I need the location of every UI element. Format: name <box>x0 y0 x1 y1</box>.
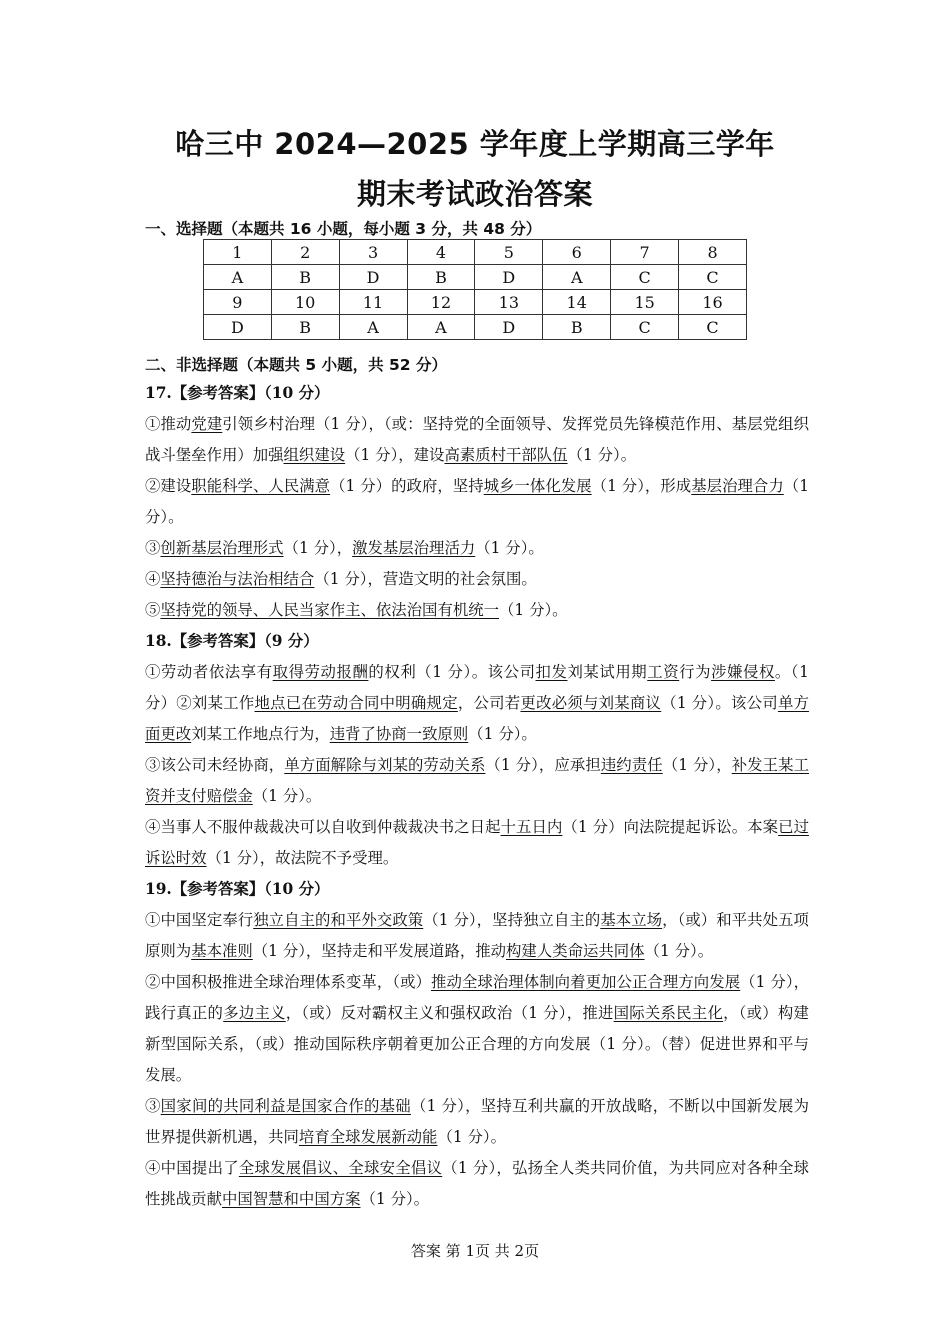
question-number-cell: 8 <box>679 240 747 265</box>
answer-text: ，（或）反对霸权主义和强权政治（1 分），推进 <box>285 1004 614 1022</box>
answer-cell: D <box>475 315 543 340</box>
key-point: 扣发 <box>535 663 568 681</box>
answer-text: （1 分），坚持互利共赢的开放战略，不断以中国新发展为世界提供新机遇，共同 <box>145 1097 809 1146</box>
question-number-cell: 15 <box>611 290 679 315</box>
section-heading-nonchoice: 二、非选择题（本题共 5 小题，共 52 分） <box>145 356 447 374</box>
key-point: 推动全球治理体制向着更加公正合理方向发展 <box>431 973 741 991</box>
key-point: 单方面更改 <box>145 694 809 743</box>
key-point: 城乡一体化发展 <box>483 477 592 495</box>
answer-paragraph <box>145 967 809 1091</box>
key-point: 补发王某工资并支付赔偿金 <box>145 756 809 805</box>
answer-paragraph <box>145 905 809 967</box>
answer-cell: B <box>543 315 611 340</box>
answer-text: 刘某工作地点行为， <box>191 725 330 743</box>
question-header <box>145 378 809 409</box>
question-header <box>145 874 809 905</box>
key-point: 基本立场 <box>600 911 663 929</box>
page-title: 哈三中 2024—2025 学年度上学期高三学年 <box>175 127 775 161</box>
key-point: 坚持党的领导、人民当家作主、依法治国有机统一 <box>160 601 500 619</box>
key-point: 职能科学、人民满意 <box>191 477 331 495</box>
question-number-cell: 11 <box>339 290 407 315</box>
answer-text: （1 分）。 <box>499 601 568 619</box>
answer-text: （1 分）。 <box>644 942 714 960</box>
answer-cell: D <box>339 265 407 290</box>
key-point: 党建 <box>191 415 223 433</box>
answer-paragraph <box>145 1091 809 1153</box>
key-point: 基层治理合力 <box>691 477 784 495</box>
key-point: 工资 <box>647 663 680 681</box>
answer-text: ①劳动者依法享有 <box>145 663 273 681</box>
key-point: 坚持德治与法治相结合 <box>160 570 315 588</box>
question-number-cell: 5 <box>475 240 543 265</box>
key-point: 国家间的共同利益是国家合作的基础 <box>160 1097 411 1115</box>
question-number-cell: 3 <box>339 240 407 265</box>
answer-text: （1 分）， <box>283 539 353 557</box>
answer-text: （1 分），践行真正的 <box>145 973 809 1022</box>
answer-text: （1 分）的政府，坚持 <box>330 477 484 495</box>
answer-text: （1 分）。 <box>567 446 637 464</box>
answer-cell: A <box>407 315 475 340</box>
answer-cell: A <box>543 265 611 290</box>
answer-text: （1 分）。 <box>475 539 544 557</box>
answer-text: ③ <box>145 539 161 557</box>
answer-text: （1 分）。 <box>437 1128 506 1146</box>
question-number-cell: 14 <box>543 290 611 315</box>
answer-paragraph <box>145 1153 809 1215</box>
question-number-cell: 12 <box>407 290 475 315</box>
key-point: 组织建设 <box>283 446 346 464</box>
answer-text: ，（或）和平共处五项原则为 <box>145 911 809 960</box>
key-point: 全球发展倡议、全球安全倡议 <box>238 1159 443 1177</box>
question-number-cell: 16 <box>679 290 747 315</box>
key-point: 违背了协商一致原则 <box>329 725 469 743</box>
answer-text: ②中国积极推进全球治理体系变革，（或） <box>145 973 431 991</box>
answer-cell: B <box>407 265 475 290</box>
answer-text: （1 分）。 <box>252 787 322 805</box>
answer-cell: A <box>204 265 272 290</box>
key-point: 涉嫌侵权 <box>711 663 775 681</box>
answer-paragraph <box>145 409 809 471</box>
question-header-text: 19.【参考答案】（10 分） <box>145 880 330 898</box>
answer-text: 引领乡村治理（1 分），（或：坚持党的全面领导、发挥党员先锋模范作用、基层党组织战斗堡垒作用）加强 <box>145 415 809 464</box>
answer-text: （1 分）。 <box>468 725 537 743</box>
answer-cell: C <box>679 265 747 290</box>
answer-text: 的权利（1 分）。该公司 <box>368 663 536 681</box>
answer-text: ①推动 <box>145 415 192 433</box>
answer-text: （1 分），弘扬全人类共同价值，为共同应对各种全球性挑战贡献 <box>145 1159 809 1208</box>
answer-text: ，公司若 <box>457 694 521 712</box>
question-number-cell: 2 <box>271 240 339 265</box>
answer-text: （1 分），坚持独立自主的 <box>423 911 601 929</box>
answer-text: ④中国提出了 <box>145 1159 239 1177</box>
question-number-cell: 6 <box>543 240 611 265</box>
answer-text: （1 分），形成 <box>591 477 692 495</box>
key-point: 地点已在劳动合同中明确规定 <box>254 694 458 712</box>
key-point: 取得劳动报酬 <box>272 663 369 681</box>
key-point: 培育全球发展新动能 <box>298 1128 438 1146</box>
question-number-cell: 10 <box>271 290 339 315</box>
question-number-cell: 13 <box>475 290 543 315</box>
answer-text: （1 分）。 <box>360 1190 430 1208</box>
choice-answer-table <box>203 239 747 340</box>
answer-paragraph <box>145 471 809 533</box>
question-header-text: 17.【参考答案】（10 分） <box>145 384 330 402</box>
question-number-cell: 9 <box>204 290 272 315</box>
answer-text: （1 分）， <box>662 756 732 774</box>
answer-cell: C <box>611 265 679 290</box>
answer-text: ②建设 <box>145 477 192 495</box>
answer-paragraph <box>145 657 809 750</box>
key-point: 激发基层治理活力 <box>352 539 476 557</box>
answer-text: （1 分），营造文明的社会氛围。 <box>314 570 537 588</box>
key-point: 国际关系民主化 <box>613 1004 724 1022</box>
answer-text: 。（1 分）②刘某工作 <box>145 663 809 712</box>
answer-text: （1 分），坚持走和平发展道路，推动 <box>252 942 507 960</box>
answer-cell: D <box>204 315 272 340</box>
question-number-cell: 7 <box>611 240 679 265</box>
answer-cell: C <box>679 315 747 340</box>
answer-text: 刘某试用期 <box>567 663 648 681</box>
question-header-text: 18.【参考答案】（9 分） <box>145 632 319 650</box>
answer-text: （1 分）向法院提起诉讼。本案 <box>562 818 779 836</box>
section-heading-choice: 一、选择题（本题共 16 小题，每小题 3 分，共 48 分） <box>145 220 542 238</box>
answer-paragraph <box>145 750 809 812</box>
answer-text: （1 分），应承担 <box>485 756 601 774</box>
answer-text: ④ <box>145 570 161 588</box>
answer-paragraph <box>145 533 809 564</box>
answer-text: ④当事人不服仲裁裁决可以自收到仲裁裁决书之日起 <box>145 818 501 836</box>
answer-text: （1 分）。该公司 <box>661 694 778 712</box>
answer-text: （1 分），故法院不予受理。 <box>206 849 399 867</box>
answer-text: ，（或）构建新型国际关系，（或）推动国际秩序朝着更加公正合理的方向发展（1 分）。（替）促进世界和平与发展。 <box>145 1004 809 1084</box>
table-row <box>204 240 747 265</box>
answer-text: （1 分）。 <box>145 477 809 526</box>
question-header <box>145 626 809 657</box>
key-point: 基本准则 <box>191 942 253 960</box>
answer-cell: B <box>271 265 339 290</box>
key-point: 高素质村干部队伍 <box>444 446 568 464</box>
answer-text: ⑤ <box>145 601 161 619</box>
key-point: 更改必须与刘某商议 <box>520 694 662 712</box>
answer-text: （1 分），建设 <box>345 446 445 464</box>
table-row <box>204 315 747 340</box>
question-number-cell: 4 <box>407 240 475 265</box>
answer-cell: B <box>271 315 339 340</box>
answer-text: ③该公司未经协商， <box>145 756 285 774</box>
answer-cell: D <box>475 265 543 290</box>
page-subtitle: 期末考试政治答案 <box>356 177 593 211</box>
key-point: 单方面解除与刘某的劳动关系 <box>284 756 486 774</box>
key-point: 创新基层治理形式 <box>160 539 284 557</box>
key-point: 多边主义 <box>223 1004 286 1022</box>
answer-cell: A <box>339 315 407 340</box>
key-point: 独立自主的和平外交政策 <box>253 911 424 929</box>
key-point: 构建人类命运共同体 <box>506 942 645 960</box>
table-row <box>204 265 747 290</box>
answer-paragraph <box>145 812 809 874</box>
answer-paragraph <box>145 564 809 595</box>
nonchoice-answers <box>145 378 809 1215</box>
key-point: 已过诉讼时效 <box>145 818 809 867</box>
answer-text: 行为 <box>679 663 712 681</box>
key-point: 中国智慧和中国方案 <box>221 1190 361 1208</box>
question-number-cell: 1 <box>204 240 272 265</box>
page-footer: 答案 第 1页 共 2页 <box>410 1242 540 1260</box>
answer-cell: C <box>611 315 679 340</box>
answer-text: ①中国坚定奉行 <box>145 911 254 929</box>
answer-text: ③ <box>145 1097 161 1115</box>
answer-paragraph <box>145 595 809 626</box>
key-point: 违约责任 <box>600 756 663 774</box>
table-row <box>204 290 747 315</box>
key-point: 十五日内 <box>500 818 563 836</box>
